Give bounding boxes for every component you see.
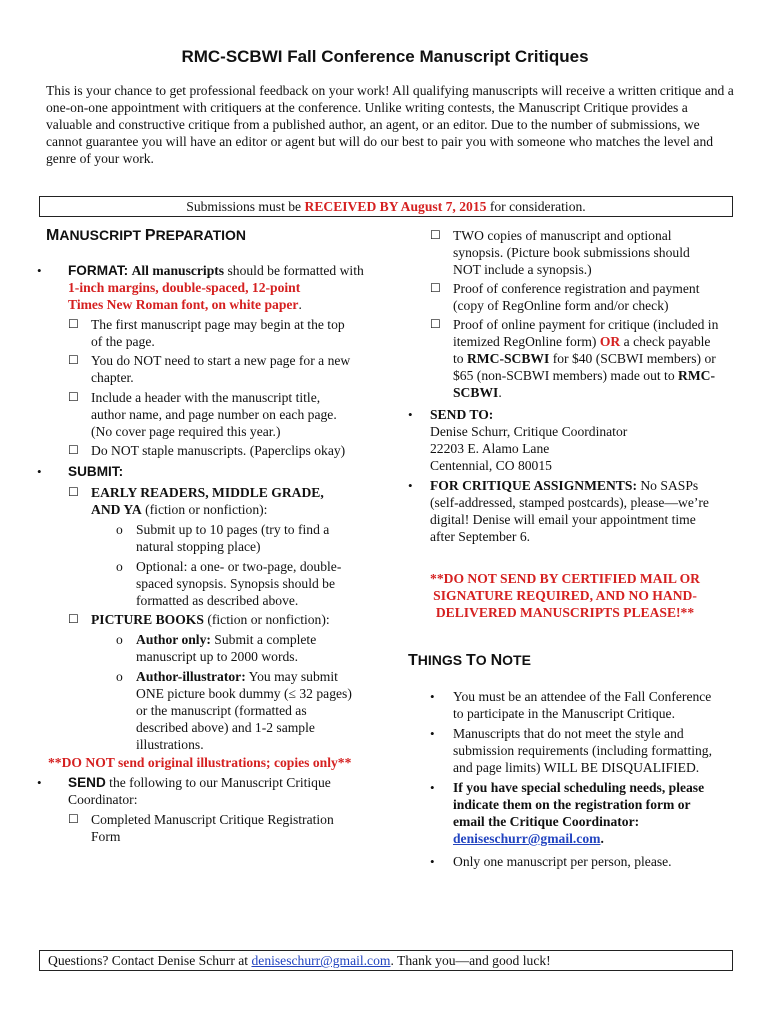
right-check-copies-l3: NOT include a synopsis.) bbox=[453, 262, 592, 277]
bullet-icon: • bbox=[408, 407, 413, 422]
warning-certified-l3: DELIVERED MANUSCRIPTS PLEASE!** bbox=[435, 605, 695, 620]
warning-illustrations: **DO NOT send original illustrations; copies only** bbox=[48, 755, 352, 770]
bullet-icon: • bbox=[430, 689, 435, 704]
circle-bullet-icon: o bbox=[116, 669, 123, 684]
early-item-pages-l1: Submit up to 10 pages (try to find a bbox=[136, 522, 330, 537]
deadline-pre: Submissions must be bbox=[186, 199, 305, 214]
warning-certified-l2: SIGNATURE REQUIRED, AND NO HAND- bbox=[433, 588, 697, 603]
checkbox-icon: ☐ bbox=[68, 443, 79, 457]
early-item-synopsis-l3: formatted as described above. bbox=[136, 593, 299, 608]
pb-author-l2: manuscript up to 2000 words. bbox=[136, 649, 298, 664]
right-check-proof-l2: (copy of RegOnline form and/or check) bbox=[453, 298, 669, 313]
early-readers-l2: AND YA (fiction or nonfiction): bbox=[91, 502, 268, 517]
checkbox-icon: ☐ bbox=[430, 228, 441, 242]
payment-l3: to RMC-SCBWI for $40 (SCBWI members) or bbox=[453, 351, 716, 366]
early-readers-l1: EARLY READERS, MIDDLE GRADE, bbox=[91, 485, 324, 500]
format-requirements-line-1: 1-inch margins, double-spaced, 12-point bbox=[68, 280, 301, 295]
pb-author-l1: Author only: Submit a complete bbox=[136, 632, 317, 647]
pb-illustrator-l3: or the manuscript (formatted as bbox=[136, 703, 307, 718]
assignments-l1: FOR CRITIQUE ASSIGNMENTS: No SASPs bbox=[430, 478, 699, 493]
footer-email-link[interactable]: deniseschurr@gmail.com bbox=[251, 953, 391, 968]
picture-books-line: PICTURE BOOKS (fiction or nonfiction): bbox=[91, 612, 330, 627]
footer-box bbox=[39, 950, 733, 971]
circle-bullet-icon: o bbox=[116, 522, 123, 537]
note-attendee-l2: to participate in the Manuscript Critique. bbox=[453, 706, 675, 721]
circle-bullet-icon: o bbox=[116, 559, 123, 574]
assignments-l2: (self-addressed, stamped postcards), please—we’re bbox=[430, 495, 709, 510]
send-to-heading: SEND TO: bbox=[430, 407, 494, 422]
circle-bullet-icon: o bbox=[116, 632, 123, 647]
checkbox-icon: ☐ bbox=[68, 612, 79, 626]
format-requirements-line-2: Times New Roman font, on white paper. bbox=[68, 297, 302, 312]
format-check-new-page-l1: You do NOT need to start a new page for a new bbox=[91, 353, 351, 368]
bullet-icon: • bbox=[430, 726, 435, 741]
note-one-manuscript: Only one manuscript per person, please. bbox=[453, 854, 672, 869]
format-check-header-l1: Include a header with the manuscript title, bbox=[91, 390, 321, 405]
footer-post: . Thank you—and good luck! bbox=[390, 953, 551, 968]
note-special-l1: If you have special scheduling needs, please bbox=[453, 780, 705, 795]
payment-l2: itemized RegOnline form) OR a check payable bbox=[453, 334, 711, 349]
deadline-date: RECEIVED BY August 7, 2015 bbox=[304, 199, 487, 214]
note-disqualified-l1: Manuscripts that do not meet the style and bbox=[453, 726, 684, 741]
deadline-box bbox=[39, 196, 733, 217]
checkbox-icon: ☐ bbox=[68, 353, 79, 367]
pb-illustrator-l1: Author-illustrator: You may submit bbox=[136, 669, 338, 684]
send-line-2: Coordinator: bbox=[68, 792, 138, 807]
checkbox-icon: ☐ bbox=[68, 812, 79, 826]
payment-l1: Proof of online payment for critique (included in bbox=[453, 317, 719, 332]
assignments-l4: after September 6. bbox=[430, 529, 531, 544]
pb-illustrator-l5: illustrations. bbox=[136, 737, 204, 752]
note-special-l2: indicate them on the registration form or bbox=[453, 797, 691, 812]
format-check-header-l3: (No cover page required this year.) bbox=[91, 424, 281, 439]
note-special-l4: deniseschurr@gmail.com. bbox=[453, 831, 604, 846]
bullet-icon: • bbox=[408, 478, 413, 493]
intro-paragraph: This is your chance to get professional feedback on your work! All qualifying manuscripts will receive a written critique and a one-on-one appointment with critiquers at the conference. Unlike writing contests, the Manuscript Critique provides a valuable and constructive critique from a published author, an agent, or an editor. Due to the number of submissions, we cannot guarantee you will have an editor or agent but will do our best to pair you with someone who matches the level and genre of your work. bbox=[46, 83, 734, 166]
format-line-1: FORMAT: All manuscripts should be formatted with bbox=[68, 263, 364, 278]
send-to-city: Centennial, CO 80015 bbox=[430, 458, 552, 473]
assignments-l3: digital! Denise will email your appointment time bbox=[430, 512, 696, 527]
early-item-pages-l2: natural stopping place) bbox=[136, 539, 261, 554]
pb-illustrator-l4: described above) and 1-2 sample bbox=[136, 720, 315, 735]
checkbox-icon: ☐ bbox=[430, 317, 441, 331]
payment-l5: SCBWI. bbox=[453, 385, 502, 400]
things-to-note-heading: THINGS TO NOTE bbox=[408, 652, 531, 669]
right-check-proof-l1: Proof of conference registration and payment bbox=[453, 281, 700, 296]
bullet-icon: • bbox=[430, 854, 435, 869]
send-to-name: Denise Schurr, Critique Coordinator bbox=[430, 424, 628, 439]
right-check-copies-l1: TWO copies of manuscript and optional bbox=[453, 228, 672, 243]
note-disqualified-l2: submission requirements (including formatting, bbox=[453, 743, 712, 758]
warning-certified-l1: **DO NOT SEND BY CERTIFIED MAIL OR bbox=[430, 571, 700, 586]
right-check-copies-l2: synopsis. (Picture book submissions should bbox=[453, 245, 690, 260]
format-check-first-page-l2: of the page. bbox=[91, 334, 155, 349]
bullet-icon: • bbox=[37, 464, 42, 479]
bullet-icon: • bbox=[37, 775, 42, 790]
bullet-icon: • bbox=[430, 780, 435, 795]
coordinator-email-link[interactable]: deniseschurr@gmail.com bbox=[453, 831, 601, 846]
bullet-icon: • bbox=[37, 263, 42, 278]
footer-pre: Questions? Contact Denise Schurr at bbox=[48, 953, 252, 968]
format-check-first-page-l1: The first manuscript page may begin at the top bbox=[91, 317, 345, 332]
pb-illustrator-l2: ONE picture book dummy (≤ 32 pages) bbox=[136, 686, 352, 701]
submit-heading: SUBMIT: bbox=[68, 464, 124, 479]
manuscript-preparation-heading: MANUSCRIPT PREPARATION bbox=[46, 227, 247, 244]
note-special-l3: email the Critique Coordinator: bbox=[453, 814, 640, 829]
checkbox-icon: ☐ bbox=[430, 281, 441, 295]
deadline-post: for consideration. bbox=[486, 199, 586, 214]
format-check-header-l2: author name, and page number on each page. bbox=[91, 407, 337, 422]
checkbox-icon: ☐ bbox=[68, 317, 79, 331]
send-check-registration-l2: Form bbox=[91, 829, 121, 844]
checkbox-icon: ☐ bbox=[68, 485, 79, 499]
format-check-new-page-l2: chapter. bbox=[91, 370, 134, 385]
send-check-registration-l1: Completed Manuscript Critique Registration bbox=[91, 812, 334, 827]
send-line-1: SEND the following to our Manuscript Critique bbox=[68, 775, 331, 790]
note-disqualified-l3: and page limits) WILL BE DISQUALIFIED. bbox=[453, 760, 700, 775]
send-to-street: 22203 E. Alamo Lane bbox=[430, 441, 550, 456]
early-item-synopsis-l2: spaced synopsis. Synopsis should be bbox=[136, 576, 336, 591]
checkbox-icon: ☐ bbox=[68, 390, 79, 404]
payment-l4: $65 (non-SCBWI members) made out to RMC- bbox=[453, 368, 716, 383]
early-item-synopsis-l1: Optional: a one- or two-page, double- bbox=[136, 559, 342, 574]
page-title: RMC-SCBWI Fall Conference Manuscript Critiques bbox=[181, 47, 589, 66]
note-attendee-l1: You must be an attendee of the Fall Conference bbox=[453, 689, 712, 704]
format-check-staple: Do NOT staple manuscripts. (Paperclips okay) bbox=[91, 443, 346, 458]
